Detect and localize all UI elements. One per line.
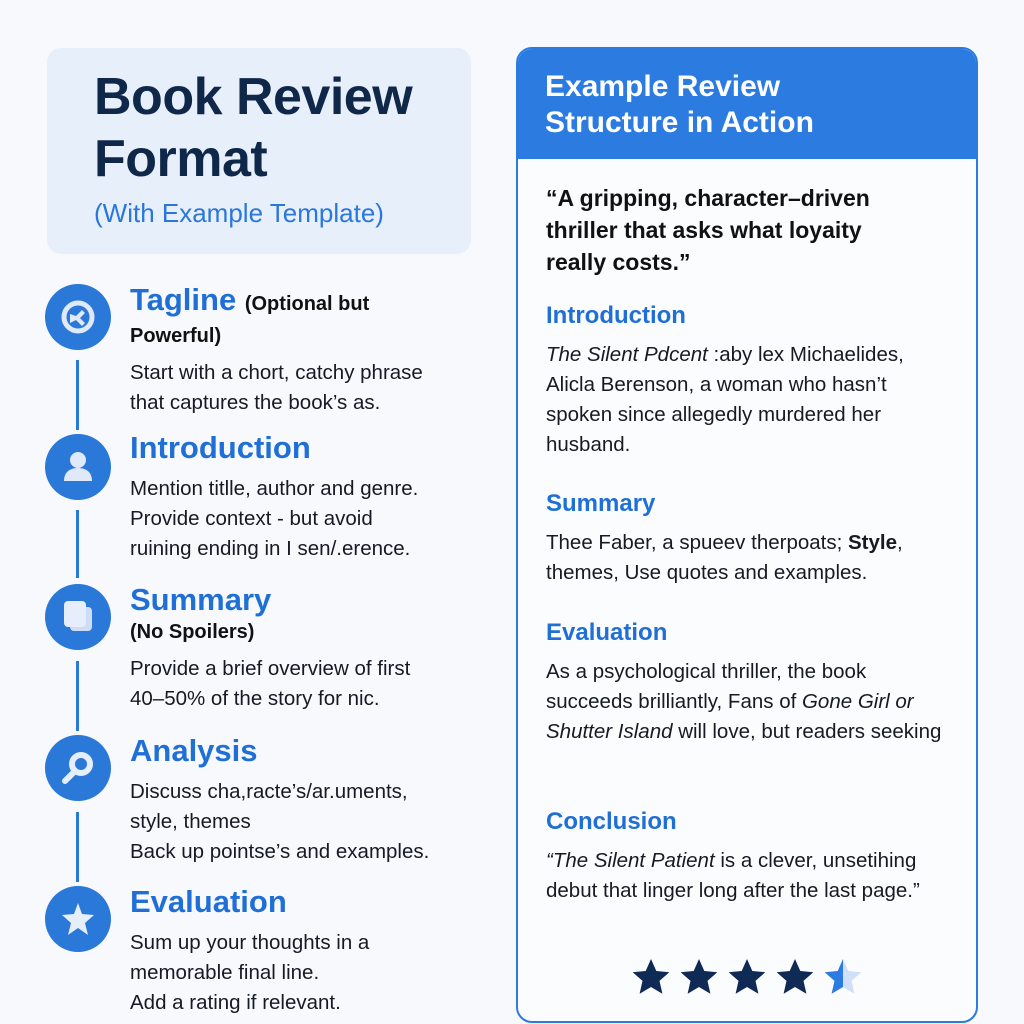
star-full-icon (727, 957, 767, 1002)
star-icon (45, 886, 111, 952)
section-heading: Summary (546, 490, 656, 517)
step-introduction (130, 430, 480, 564)
step-summary (130, 582, 480, 714)
section-body (546, 528, 956, 588)
section-conclusion (546, 808, 956, 906)
section-body (546, 846, 956, 906)
timeline-connector (76, 812, 79, 882)
step-tagline (130, 282, 480, 418)
section-introduction (546, 302, 956, 460)
card-header (518, 49, 976, 159)
body-line: Add a rating if relevant. (130, 991, 341, 1014)
target-icon (45, 284, 111, 350)
body-text: As a psychological thriller, the book succeeds brilliantly, Fans of (546, 660, 867, 713)
body-text: :aby lex Michaelides, Alicla Berenson, a woman who hasn’t spoken since allegedly murdered her husband. (546, 343, 904, 456)
timeline-connector (76, 661, 79, 731)
timeline-connector (76, 510, 79, 578)
body-line: Provide a brief overview of first (130, 657, 411, 680)
tagline-quote: “A gripping, character–driven thriller that asks what loyaity really costs.” (546, 185, 870, 275)
step-heading-note: (Optional but (244, 293, 370, 315)
body-line: that captures the book’s as. (130, 391, 381, 414)
book-title: The Silent Patient (552, 849, 715, 872)
step-body (130, 654, 480, 714)
pages-icon (45, 584, 111, 650)
step-heading: Analysis (130, 733, 258, 768)
step-body (130, 474, 480, 564)
card-title-line: Structure in Action (545, 106, 814, 139)
title-line: Book Review (94, 68, 413, 126)
star-full-icon (679, 957, 719, 1002)
body-line: Discuss cha,racte’s/ar.uments, (130, 780, 408, 803)
section-summary (546, 490, 956, 588)
section-evaluation (546, 619, 956, 747)
title-line: Format (94, 130, 268, 188)
star-full-icon (631, 957, 671, 1002)
example-review-card (516, 47, 978, 1023)
body-line: 40–50% of the story for nic. (130, 687, 380, 710)
body-line: Provide context - but avoid (130, 507, 373, 530)
body-line: ruining ending in I sen/.erence. (130, 537, 411, 560)
step-subheading: (No Spoilers) (130, 621, 255, 643)
page-subtitle: (With Example Template) (94, 198, 384, 228)
section-body (546, 340, 956, 460)
bold-text: Style (848, 531, 897, 554)
section-heading: Evaluation (546, 619, 668, 646)
timeline-connector (76, 360, 79, 430)
book-titles: Gone Girl or Shutter Island (546, 690, 914, 743)
body-text: will love, but readers seeking (672, 720, 942, 743)
step-heading: Tagline (130, 282, 237, 317)
star-rating (518, 957, 976, 1002)
step-heading: Summary (130, 582, 272, 617)
book-title: The Silent Pdcent (546, 343, 708, 366)
step-heading: Introduction (130, 430, 311, 465)
card-title-line: Example Review (545, 70, 781, 103)
body-line: Sum up your thoughts in a (130, 931, 370, 954)
step-heading: Evaluation (130, 884, 287, 919)
page-title (94, 66, 412, 190)
step-body (130, 777, 480, 867)
star-full-icon (775, 957, 815, 1002)
body-text: Thee Faber, a spueev therpoats; (546, 531, 848, 554)
magnifier-icon (45, 735, 111, 801)
step-analysis (130, 733, 480, 867)
body-text: , themes, Use quotes and examples. (546, 531, 903, 584)
person-icon (45, 434, 111, 500)
star-half-icon (823, 957, 863, 1002)
section-heading: Conclusion (546, 808, 677, 835)
body-line: Start with a chort, catchy phrase (130, 361, 423, 384)
step-subheading: Powerful) (130, 325, 222, 347)
step-body (130, 928, 480, 1018)
body-text: is a clever, unsetihing debut that linger long after the last page.” (546, 849, 920, 902)
step-evaluation (130, 884, 480, 1018)
body-line: Back up pointse’s and examples. (130, 840, 430, 863)
quote-mark: “ (546, 849, 553, 872)
section-body (546, 657, 956, 747)
step-body (130, 358, 480, 418)
body-line: memorable final line. (130, 961, 320, 984)
body-line: Mention titlle, author and genre. (130, 477, 419, 500)
body-line: style, themes (130, 810, 251, 833)
section-heading: Introduction (546, 302, 686, 329)
